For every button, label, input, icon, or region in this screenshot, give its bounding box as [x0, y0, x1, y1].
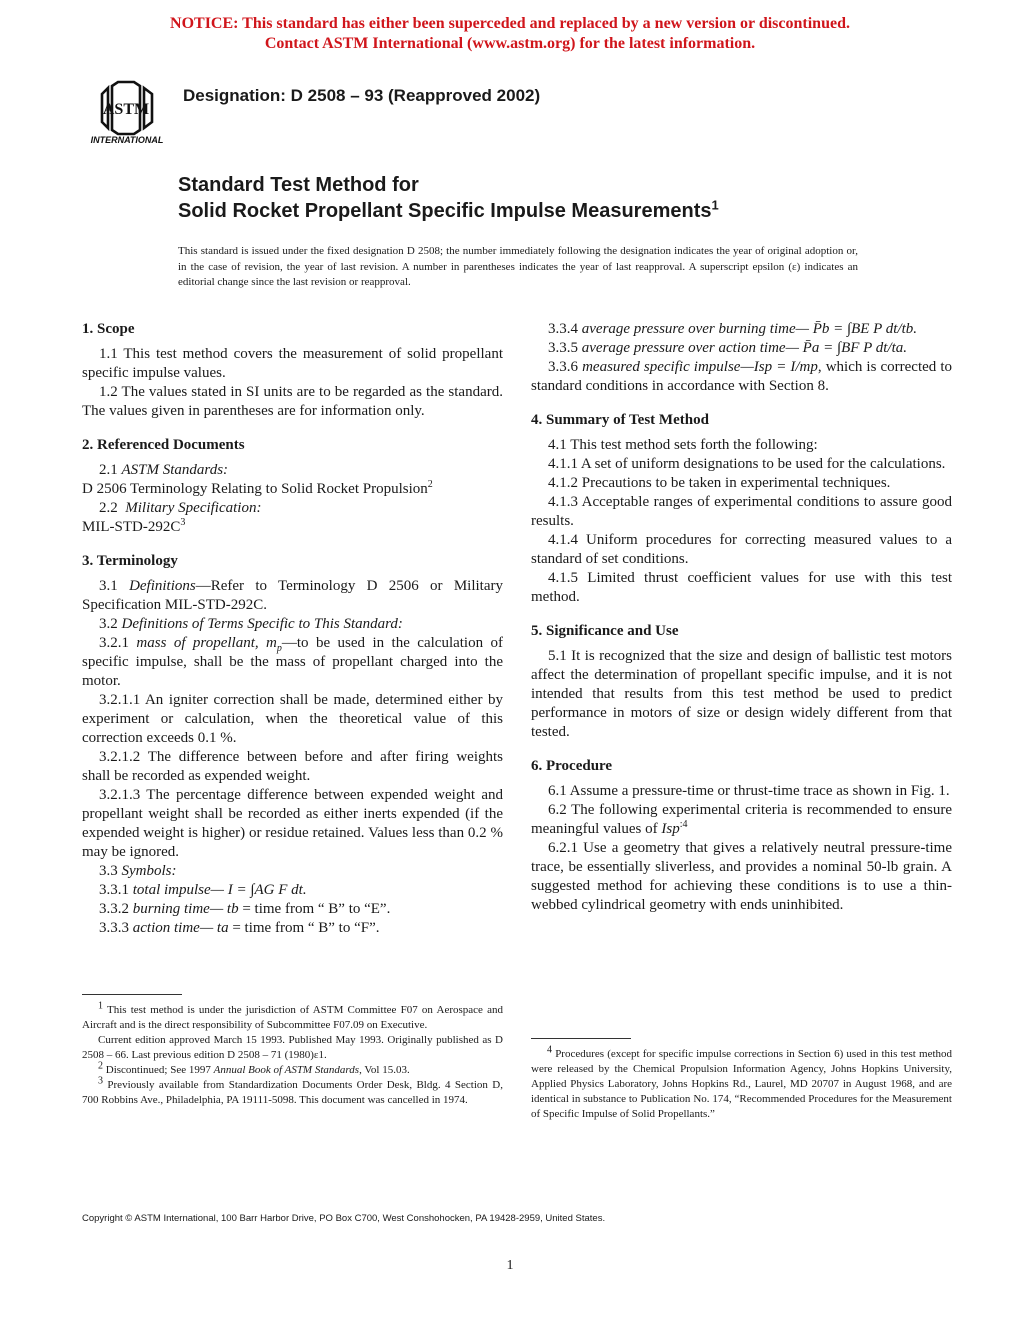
para-6-1: 6.1 Assume a pressure-time or thrust-time trace as shown in Fig. 1.	[548, 783, 950, 799]
para-num: 3.3.1	[99, 882, 129, 898]
footnotes-left	[82, 1000, 503, 1108]
symbol: tb	[226, 901, 239, 917]
para-sub: p	[276, 643, 282, 654]
formula: P̄a = ∫BF P dt/ta.	[802, 340, 908, 356]
ref-d2506	[82, 480, 503, 499]
symbol: Isp	[661, 821, 680, 837]
para-num: 3.3	[99, 863, 118, 879]
para-5-1: 5.1 It is recognized that the size and design of ballistic test motors affect the determination of propellant specific impulse, and it is not intended that results from this test method be used to predict performance in motors of size or design widely different from that tested.	[531, 648, 952, 740]
para-3-2-1-2: 3.2.1.2 The difference between before and after firing weights shall be recorded as expended weight.	[82, 749, 503, 784]
para-num: 3.3.4	[548, 321, 578, 337]
footnote-italic: Annual Book of ASTM Standards	[213, 1064, 360, 1076]
para-3-3-6	[531, 358, 952, 396]
para-label: Definitions of Terms Specific to This Standard:	[121, 616, 403, 632]
footnote-3	[82, 1075, 503, 1108]
para-num: 3.2	[99, 616, 118, 632]
ref-sup: 3	[180, 517, 186, 528]
footnote-text: , Vol 15.03.	[359, 1064, 410, 1076]
para-label: ASTM Standards:	[121, 462, 229, 478]
left-column	[82, 320, 503, 938]
footnote-text: Discontinued; See 1997	[105, 1064, 214, 1076]
para-text: —to be used in the calculation of specific impulse, shall be the mass of propellant charged into the motor.	[82, 635, 504, 689]
para-label: average pressure over burning time—	[581, 321, 809, 337]
footnote-1b: Current edition approved March 15 1993. Published May 1993. Originally published as D 2508 – 66. Last previous edition D 2508 – 71 (1980)ε1.	[82, 1034, 503, 1061]
para-sup: :4	[679, 819, 688, 830]
para-1-2: 1.2 The values stated in SI units are to be regarded as the standard. The values given in parentheses are for information only.	[82, 384, 503, 419]
footnote-text: This test method is under the jurisdiction of ASTM Committee F07 on Aerospace and Aircraft and is the direct responsibility of Subcommittee F07.09 on Executive.	[82, 1004, 503, 1031]
section-summary-heading: 4. Summary of Test Method	[531, 412, 709, 428]
para-6-2-1: 6.2.1 Use a geometry that gives a relatively neutral pressure-time trace, be essentially sliverless, and provides a nominal 50-lb grain. A suggested method for achieving these conditions is to use a thin-webbed cylindrical geometry with ends uninhibited.	[531, 840, 952, 913]
footnote-2	[82, 1060, 503, 1078]
para-2-1	[82, 461, 503, 480]
para-3-3-4	[531, 320, 952, 339]
para-label: mass of propellant, m	[136, 635, 277, 651]
section-scope-heading: 1. Scope	[82, 321, 135, 337]
para-label: Military Specification:	[125, 500, 262, 516]
issued-note: This standard is issued under the fixed designation D 2508; the number immediately following the designation indicates the year of original adoption or, in the case of revision, the year of last revision. A number in parentheses indicates the year of last reapproval. A superscript epsilon (ε) indicates an editorial change since the last revision or reapproval.	[178, 245, 858, 288]
para-2-2	[82, 499, 503, 518]
para-label: average pressure over action time—	[581, 340, 799, 356]
para-num: 3.3.5	[548, 340, 578, 356]
ref-text: MIL-STD-292C	[82, 519, 181, 535]
page-number: 1	[506, 1258, 514, 1273]
para-text: —Refer to Terminology D 2506 or Military Specification MIL-STD-292C.	[82, 578, 504, 613]
para-3-2-1	[82, 634, 503, 691]
para-4-1-5: 4.1.5 Limited thrust coefficient values for use with this test method.	[531, 570, 952, 605]
footnote-mark: 3	[98, 1075, 103, 1087]
title-main: Solid Rocket Propellant Specific Impulse Measurements	[178, 200, 712, 222]
ref-mil-std	[82, 518, 503, 537]
ref-text: D 2506 Terminology Relating to Solid Rocket Propulsion	[82, 481, 428, 497]
para-4-1: 4.1 This test method sets forth the following:	[548, 437, 818, 453]
para-3-3-2	[82, 900, 503, 919]
para-3-3	[82, 862, 503, 881]
para-num: 3.3.3	[99, 920, 129, 936]
para-3-3-1	[82, 881, 503, 900]
title-line-2	[178, 198, 719, 224]
para-label: Symbols:	[121, 863, 177, 879]
document-title	[178, 172, 719, 224]
para-text: = time from “ B” to “F”.	[232, 920, 380, 936]
para-num: 3.1	[99, 578, 118, 594]
para-1-1: 1.1 This test method covers the measurement of solid propellant specific impulse values.	[82, 346, 503, 381]
logo-letters: ASTM	[102, 101, 150, 118]
symbol: ta	[216, 920, 229, 936]
para-text: = time from “ B” to “E”.	[242, 901, 391, 917]
footnote-mark: 2	[98, 1060, 103, 1072]
para-num: 3.3.2	[99, 901, 129, 917]
copyright-line: Copyright © ASTM International, 100 Barr Harbor Drive, PO Box C700, West Conshohocken, PA 19428-2959, United States.	[82, 1213, 606, 1224]
section-significance-heading: 5. Significance and Use	[531, 623, 679, 639]
footnote-text: Procedures (except for specific impulse corrections in Section 6) used in this test method were released by the Chemical Propulsion Information Agency, Johns Hopkins University, Applied Physics Laboratory, Johns Hopkins Rd., Laurel, MD 20707 in August 1968, and are identical in substance to Publication No. 174, “Recommended Procedures for the Measurement of Specific Impulse of Solid Propellants.”	[531, 1048, 953, 1120]
formula: I = ∫AG F dt.	[227, 882, 307, 898]
ref-sup: 2	[427, 479, 433, 490]
para-text: 6.2 The following experimental criteria is recommended to ensure meaningful values of	[531, 802, 952, 837]
footnote-rule-left	[82, 994, 182, 995]
notice-line-2: Contact ASTM International (www.astm.org) for the latest information.	[264, 35, 756, 52]
para-3-2-1-3: 3.2.1.3 The percentage difference between expended weight and propellant weight shall be recorded as either inerts expended (if the expended weight is higher) or residue retained. Values less than 0.2 % may be ignored.	[82, 787, 503, 860]
para-3-2-1-1: 3.2.1.1 An igniter correction shall be made, determined either by experiment or calculation, when the theoretical value of this correction exceeds 0.1 %.	[82, 692, 503, 746]
logo-subtitle: INTERNATIONAL	[90, 135, 164, 145]
designation: Designation: D 2508 – 93 (Reapproved 2002)	[183, 86, 541, 105]
para-4-1-4: 4.1.4 Uniform procedures for correcting measured values to a standard of set conditions.	[531, 532, 952, 567]
para-label: burning time—	[132, 901, 224, 917]
para-label: Definitions	[129, 578, 196, 594]
formula: Isp = I/mp	[753, 359, 818, 375]
para-label: total impulse—	[132, 882, 225, 898]
para-num: 3.3.6	[548, 359, 578, 375]
para-4-1-2: 4.1.2 Precautions to be taken in experimental techniques.	[548, 475, 891, 491]
title-footnote-mark: 1	[711, 197, 719, 213]
astm-logo-icon	[88, 74, 170, 146]
para-4-1-1: 4.1.1 A set of uniform designations to be used for the calculations.	[548, 456, 946, 472]
para-3-2	[82, 615, 503, 634]
footnote-rule-right	[531, 1038, 631, 1039]
footnote-mark: 4	[547, 1044, 552, 1056]
para-6-2	[531, 801, 952, 839]
footnote-1	[82, 1000, 503, 1033]
section-terminology-heading: 3. Terminology	[82, 553, 178, 569]
para-4-1-3: 4.1.3 Acceptable ranges of experimental conditions to assure good results.	[531, 494, 952, 529]
para-3-3-5	[531, 339, 952, 358]
para-label: action time—	[132, 920, 214, 936]
para-num: 2.2	[99, 500, 118, 516]
footnote-mark: 1	[98, 1000, 103, 1012]
footnote-text: Previously available from Standardization Documents Order Desk, Bldg. 4 Section D, 700 Robbins Ave., Philadelphia, PA 19111-5098. This document was cancelled in 1974.	[82, 1079, 503, 1106]
para-3-1	[82, 577, 503, 615]
footnote-4	[531, 1044, 953, 1122]
footnotes-right	[531, 1044, 953, 1122]
para-text: , which is corrected to standard conditions in accordance with Section 8.	[531, 359, 953, 394]
notice-banner	[0, 14, 1020, 54]
para-3-3-3	[82, 919, 503, 938]
notice-line-1: NOTICE: This standard has either been superceded and replaced by a new version or discontinued.	[170, 15, 850, 32]
section-refdocs-heading: 2. Referenced Documents	[82, 437, 245, 453]
para-num: 3.2.1	[99, 635, 129, 651]
para-num: 2.1	[99, 462, 118, 478]
para-label: measured specific impulse—	[582, 359, 754, 375]
section-procedure-heading: 6. Procedure	[531, 758, 613, 774]
title-line-1: Standard Test Method for	[178, 174, 419, 196]
formula: P̄b = ∫BE P dt/tb.	[812, 321, 918, 337]
right-column	[531, 320, 952, 915]
